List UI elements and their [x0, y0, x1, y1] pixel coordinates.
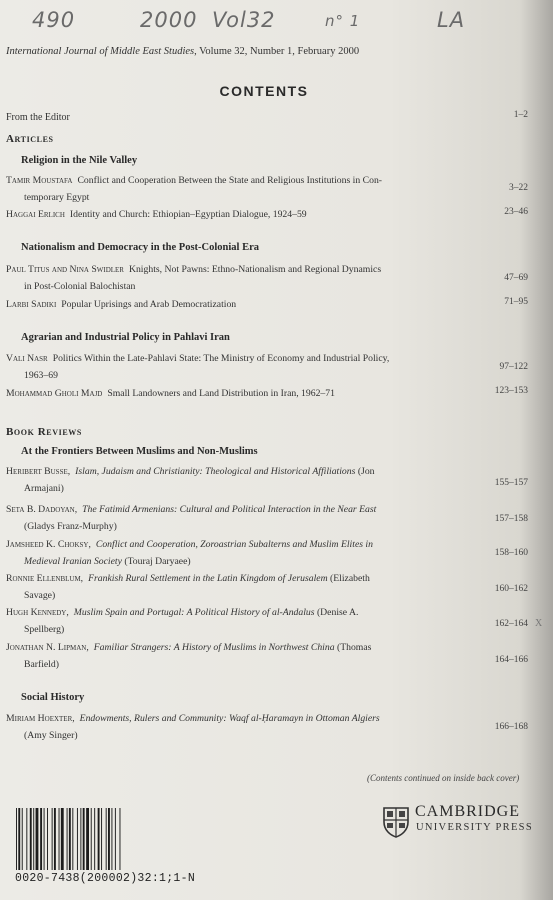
- entry-title-cont: in Post-Colonial Balochistan: [24, 280, 136, 292]
- barcode-bar: [16, 808, 17, 870]
- from-editor-label: From the Editor: [6, 112, 70, 123]
- entry-title: Knights, Not Pawns: Ethno-Nationalism and Regional Dynamics: [128, 264, 382, 275]
- review-entry: [6, 711, 456, 744]
- section-title: Religion in the Nile Valley: [21, 155, 138, 166]
- entry-pages: 160–162: [494, 584, 528, 594]
- section-title: Agrarian and Industrial Policy in Pahlavi Iran: [21, 332, 230, 343]
- barcode-bar: [69, 808, 71, 870]
- entry-pages: 155–157: [494, 478, 528, 488]
- contents-continued-note: (Contents continued on inside back cover): [367, 773, 520, 783]
- section-title: At the Frontiers Between Muslims and Non-Muslims: [21, 446, 258, 457]
- barcode-bar: [67, 808, 68, 870]
- article-entry: [6, 173, 456, 206]
- entry-reviewer-cont: (Gladys Franz-Murphy): [24, 520, 117, 532]
- entry-reviewer-cont: Savage): [24, 589, 56, 601]
- barcode-bar: [86, 808, 89, 870]
- entry-pages: 123–153: [494, 386, 528, 396]
- entry-pages: 164–166: [494, 655, 528, 665]
- review-entry: [6, 640, 456, 673]
- barcode-bar: [52, 808, 53, 870]
- barcode-bar: [36, 808, 39, 870]
- review-entry: [6, 464, 456, 497]
- entry-pages: 97–122: [499, 362, 528, 372]
- entry-pages: 166–168: [494, 722, 528, 732]
- publisher-logo: [382, 803, 542, 842]
- entry-author: Mohammad Gholi Majd: [6, 388, 103, 399]
- journal-issue-info: , Volume 32, Number 1, February 2000: [194, 46, 360, 57]
- barcode: [15, 808, 187, 870]
- section-title: Nationalism and Democracy in the Post-Colonial Era: [21, 242, 259, 253]
- barcode-bar: [80, 808, 81, 870]
- handwritten-issue: n° 1: [325, 12, 361, 30]
- barcode-bar: [61, 808, 64, 870]
- entry-title: Endowments, Rulers and Community: Waqf al-Ḥaramayn in Ottoman Algiers: [79, 713, 380, 724]
- entry-author: Jonathan N. Lipman,: [6, 642, 89, 653]
- entry-author: Heribert Busse,: [6, 466, 71, 477]
- handwritten-year: 2000: [140, 8, 198, 32]
- entry-reviewer: (Elizabeth: [327, 573, 370, 584]
- barcode-bar: [98, 808, 100, 870]
- barcode-bar: [18, 808, 20, 870]
- entry-title: Small Landowners and Land Distribution in Iran, 1962–71: [107, 388, 335, 399]
- barcode-bar: [26, 808, 27, 870]
- entry-author: Hugh Kennedy,: [6, 607, 69, 618]
- entry-author: Vali Nasr: [6, 353, 48, 364]
- entry-pages: 157–158: [494, 514, 528, 524]
- entry-pages: 3–22: [509, 183, 528, 193]
- barcode-bar: [44, 808, 45, 870]
- entry-reviewer: (Touraj Daryaee): [121, 555, 191, 567]
- barcode-bar: [111, 808, 112, 870]
- entry-author: Larbi Sadiki: [6, 299, 57, 310]
- entry-author: Tamir Moustafa: [6, 175, 73, 186]
- barcode-bar: [33, 808, 34, 870]
- entry-title-cont: 1963–69: [24, 369, 58, 381]
- entry-author: Jamsheed K. Choksy,: [6, 539, 91, 550]
- from-editor-pages: 1–2: [513, 110, 528, 120]
- book-reviews-heading: Book Reviews: [6, 426, 82, 438]
- barcode-bar: [59, 808, 60, 870]
- article-entry: [6, 386, 456, 403]
- entry-reviewer-cont: Spellberg): [24, 623, 65, 635]
- barcode-bar: [91, 808, 92, 870]
- barcode-bar: [101, 808, 102, 870]
- barcode-number: 0020-7438(200002)32:1;1-N: [15, 872, 196, 885]
- barcode-bar: [115, 808, 116, 870]
- entry-pages: 71–95: [504, 297, 528, 307]
- handwritten-initials: LA: [437, 8, 466, 32]
- contents-heading: CONTENTS: [219, 83, 309, 99]
- barcode-bar: [72, 808, 73, 870]
- section-title: Social History: [21, 692, 85, 703]
- entry-pages: 162–164: [494, 619, 528, 629]
- barcode-bar: [120, 808, 121, 870]
- entry-title-cont: [6, 554, 456, 571]
- entry-pages: 158–160: [494, 548, 528, 558]
- entry-title: The Fatimid Armenians: Cultural and Political Interaction in the Near East: [82, 504, 377, 515]
- entry-title: Identity and Church: Ethiopian–Egyptian Dialogue, 1924–59: [69, 209, 307, 220]
- barcode-bar: [22, 808, 23, 870]
- entry-reviewer-cont: Barfield): [24, 658, 59, 670]
- entry-reviewer-cont: (Amy Singer): [24, 729, 78, 741]
- barcode-bar: [106, 808, 107, 870]
- article-entry: [6, 207, 456, 224]
- article-entry: [6, 297, 456, 314]
- entry-author: Ronnie Ellenblum,: [6, 573, 84, 584]
- entry-pages: 47–69: [504, 273, 528, 283]
- margin-mark: X: [535, 618, 543, 629]
- entry-author: Paul Titus and Nina Swidler: [6, 264, 124, 275]
- barcode-bar: [108, 808, 110, 870]
- entry-title: Politics Within the Late-Pahlavi State: The Ministry of Economy and Industrial Policy,: [52, 353, 390, 364]
- entry-title: Conflict and Cooperation Between the State and Religious Institutions in Con-: [77, 175, 383, 186]
- barcode-bar: [83, 808, 85, 870]
- entry-title: Familiar Strangers: A History of Muslims in Northwest China: [93, 642, 335, 653]
- publisher-name: CAMBRIDGE: [415, 803, 521, 820]
- articles-heading: Articles: [6, 133, 54, 145]
- entry-reviewer: (Thomas: [334, 642, 372, 653]
- barcode-bar: [47, 808, 48, 870]
- handwritten-number: 490: [32, 8, 76, 32]
- barcode-bar: [40, 808, 42, 870]
- article-entry: [6, 351, 456, 384]
- handwritten-annotation: [0, 4, 553, 36]
- entry-title: Muslim Spain and Portugal: A Political History of al-Andalus: [73, 607, 315, 618]
- barcode-bar: [54, 808, 56, 870]
- barcode-bar: [94, 808, 95, 870]
- review-entry: [6, 605, 456, 638]
- publisher-press: UNIVERSITY PRESS: [416, 822, 533, 833]
- handwritten-volume: Vol32: [212, 8, 276, 32]
- entry-author: Miriam Hoexter,: [6, 713, 75, 724]
- shield-icon: [382, 806, 410, 838]
- entry-pages: 23–46: [504, 207, 528, 217]
- journal-name: International Journal of Middle East Studies: [6, 46, 195, 57]
- entry-reviewer: (Jon: [355, 466, 375, 477]
- entry-title-ital-cont: Medieval Iranian Society: [24, 555, 122, 567]
- journal-citation: [6, 46, 359, 57]
- entry-title: Frankish Rural Settlement in the Latin Kingdom of Jerusalem: [88, 573, 328, 584]
- entry-author: Haggai Erlich: [6, 209, 65, 220]
- entry-author: Seta B. Dadoyan,: [6, 504, 78, 515]
- review-entry: [6, 571, 456, 604]
- entry-title: Conflict and Cooperation, Zoroastrian Subalterns and Muslim Elites in: [95, 539, 373, 550]
- entry-reviewer-cont: Armajani): [24, 482, 64, 494]
- article-entry: [6, 262, 456, 295]
- entry-reviewer: (Denise A.: [314, 607, 359, 618]
- barcode-bar: [30, 808, 32, 870]
- entry-title: Popular Uprisings and Arab Democratization: [61, 299, 237, 310]
- barcode-bar: [77, 808, 78, 870]
- entry-title-cont: temporary Egypt: [24, 191, 90, 203]
- review-entry: [6, 537, 456, 570]
- entry-title: Islam, Judaism and Christianity: Theological and Historical Affiliations: [75, 466, 356, 477]
- review-entry: [6, 502, 456, 535]
